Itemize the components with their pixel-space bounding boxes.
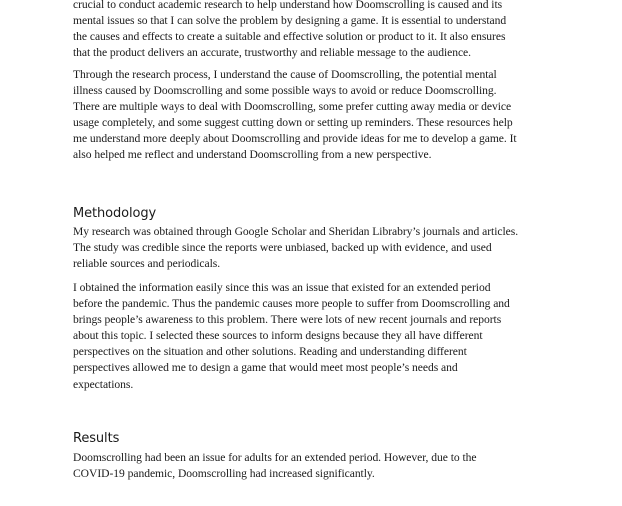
research-process-paragraph <box>73 67 553 164</box>
text-line: crucial to conduct academic research to help understand how Doomscrolling is caused and its <box>73 0 503 11</box>
text-line: about this topic. I selected these sources to inform designs because they all have different <box>73 329 483 343</box>
text-line: My research was obtained through Google Scholar and Sheridan Librabry’s journals and articles. <box>73 225 519 238</box>
text-line: mental issues so that I can solve the problem by designing a game. It is essential to understand <box>73 14 507 28</box>
text-line: usage completely, and some suggest cutting down or setting up reminders. These resources help <box>73 116 513 130</box>
text-line: perspectives on the situation and other solutions. Reading and understanding different <box>73 345 467 359</box>
methodology-heading: Methodology <box>73 206 157 221</box>
results-paragraph <box>73 450 553 482</box>
text-line: The study was credible since the reports were unbiased, backed up with evidence, and used <box>73 241 492 255</box>
results-heading: Results <box>73 431 120 446</box>
text-line: perspectives allowed me to design a game that would meet most people’s needs and <box>73 361 458 375</box>
methodology-paragraph-1 <box>73 224 553 272</box>
text-line: before the pandemic. Thus the pandemic causes more people to suffer from Doomscrolling and <box>73 297 510 311</box>
text-line: that the product delivers an accurate, trustworthy and reliable message to the audience. <box>73 46 472 60</box>
text-line: Doomscrolling had been an issue for adults for an extended period. However, due to the <box>73 451 477 464</box>
text-line: COVID-19 pandemic, Doomscrolling had increased significantly. <box>73 467 375 481</box>
text-line: expectations. <box>73 377 134 391</box>
text-line: me understand more deeply about Doomscrolling and provide ideas for me to develop a game. It <box>73 132 517 146</box>
text-line: There are multiple ways to deal with Doomscrolling, some prefer cutting away media or device <box>73 100 512 114</box>
text-line: the causes and effects to create a suitable and effective solution or product to it. It also ensures <box>73 30 506 44</box>
intro-continuation-paragraph <box>73 0 553 61</box>
text-line: I obtained the information easily since this was an issue that existed for an extended period <box>73 281 491 294</box>
methodology-paragraph-2 <box>73 280 553 393</box>
text-line: reliable sources and periodicals. <box>73 257 221 271</box>
text-line: Through the research process, I understand the cause of Doomscrolling, the potential mental <box>73 68 497 81</box>
text-line: also helped me reflect and understand Doomscrolling from a new perspective. <box>73 148 432 162</box>
text-line: brings people’s awareness to this problem. There were lots of new recent journals and reports <box>73 313 502 327</box>
text-line: illness caused by Doomscrolling and some possible ways to avoid or reduce Doomscrolling. <box>73 84 497 98</box>
